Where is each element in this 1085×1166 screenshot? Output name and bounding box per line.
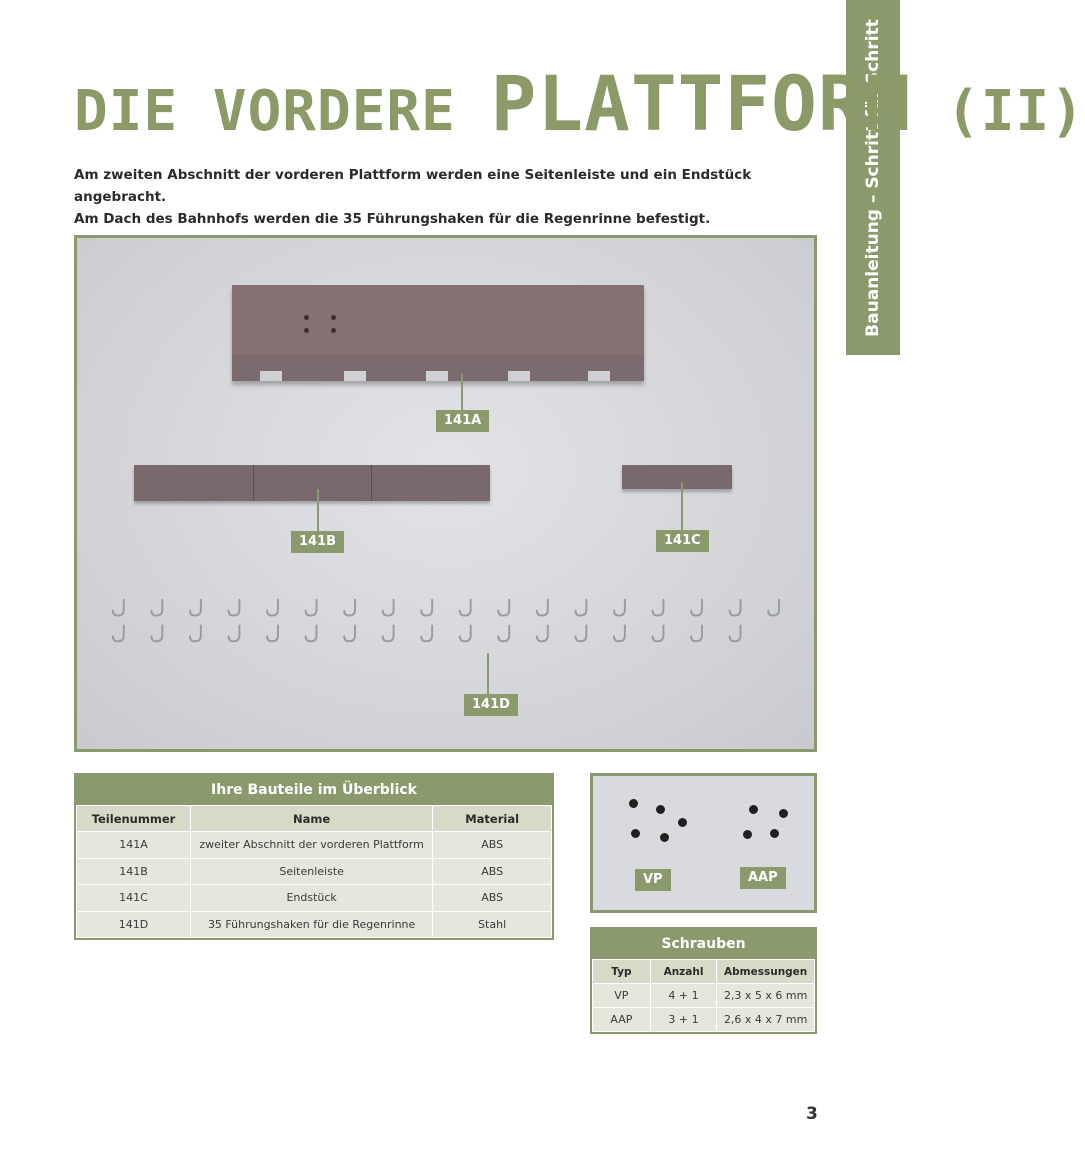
- screw-aap-image: [770, 829, 779, 838]
- part-number-cell: 141B: [77, 858, 191, 885]
- part-name-cell: zweiter Abschnitt der vorderen Plattform: [191, 832, 433, 859]
- guide-hook: [653, 600, 664, 616]
- guide-hook: [383, 600, 394, 616]
- callout-line-141a: [461, 374, 463, 410]
- part-name-cell: Endstück: [191, 885, 433, 912]
- screw-aap-image: [779, 809, 788, 818]
- guide-hook: [653, 625, 664, 641]
- callout-141d: 141D: [464, 694, 518, 716]
- title-part-3: (II): [911, 79, 1085, 144]
- page-title: [74, 59, 1085, 148]
- screw-count-cell: 3 + 1: [650, 1008, 717, 1032]
- guide-hook: [151, 600, 162, 616]
- guide-hook: [306, 625, 317, 641]
- callout-141c: 141C: [656, 530, 709, 552]
- part-material-cell: ABS: [433, 885, 552, 912]
- screws-header-dimensions: Abmessungen: [717, 960, 815, 984]
- screw-vp-image: [660, 833, 669, 842]
- intro-line-1: Am zweiten Abschnitt der vorderen Plattform werden eine Seitenleiste und ein Endstück angebracht.: [74, 167, 752, 205]
- parts-photo: [74, 235, 817, 752]
- screw-type-cell: AAP: [593, 1008, 651, 1032]
- table-row: [77, 911, 552, 938]
- screw-vp-image: [631, 829, 640, 838]
- callout-vp: VP: [635, 869, 671, 891]
- part-material-cell: ABS: [433, 858, 552, 885]
- callout-141b: 141B: [291, 531, 344, 553]
- screw-count-cell: 4 + 1: [650, 984, 717, 1008]
- side-tab: [846, 0, 900, 355]
- intro-text: [74, 164, 834, 230]
- guide-hook: [730, 625, 741, 641]
- screw-type-cell: VP: [593, 984, 651, 1008]
- screw-dimensions-cell: 2,3 x 5 x 6 mm: [717, 984, 815, 1008]
- part-number-cell: 141C: [77, 885, 191, 912]
- guide-hook: [537, 600, 548, 616]
- screws-photo: [590, 773, 817, 913]
- intro-line-2: Am Dach des Bahnhofs werden die 35 Führungshaken für die Regenrinne befestigt.: [74, 211, 711, 227]
- table-row: [77, 858, 552, 885]
- part-number-cell: 141D: [77, 911, 191, 938]
- callout-line-141b: [317, 489, 319, 531]
- parts-table-grid: [76, 805, 552, 938]
- screws-header-count: Anzahl: [650, 960, 717, 984]
- guide-hook: [267, 625, 278, 641]
- guide-hook: [306, 600, 317, 616]
- callout-line-141c: [681, 482, 683, 530]
- guide-hook: [421, 625, 432, 641]
- parts-header-number: Teilenummer: [77, 806, 191, 832]
- guide-hook: [460, 625, 471, 641]
- screws-header-type: Typ: [593, 960, 651, 984]
- screw-vp-image: [629, 799, 638, 808]
- part-material-cell: Stahl: [433, 911, 552, 938]
- part-number-cell: 141A: [77, 832, 191, 859]
- parts-table-header-row: [77, 806, 552, 832]
- guide-hook: [267, 600, 278, 616]
- guide-hook: [768, 600, 779, 616]
- guide-hook: [498, 600, 509, 616]
- guide-hook: [691, 600, 702, 616]
- guide-hook: [575, 600, 586, 616]
- guide-hook: [344, 625, 355, 641]
- page-number: 3: [806, 1104, 818, 1124]
- parts-header-material: Material: [433, 806, 552, 832]
- guide-hook: [498, 625, 509, 641]
- part-material-cell: ABS: [433, 832, 552, 859]
- guide-hook: [113, 625, 124, 641]
- callout-line-141d: [487, 653, 489, 695]
- guide-hook: [575, 625, 586, 641]
- screw-dimensions-cell: 2,6 x 4 x 7 mm: [717, 1008, 815, 1032]
- part-name-cell: 35 Führungshaken für die Regenrinne: [191, 911, 433, 938]
- screws-table-title: Schrauben: [592, 929, 815, 959]
- guide-hook: [229, 600, 240, 616]
- table-row: [77, 832, 552, 859]
- table-row: [593, 1008, 815, 1032]
- callout-141a: 141A: [436, 410, 489, 432]
- parts-header-name: Name: [191, 806, 433, 832]
- guide-hook: [344, 600, 355, 616]
- callout-aap: AAP: [740, 867, 786, 889]
- screw-aap-image: [743, 830, 752, 839]
- side-tab-text: Bauanleitung – Schritt für Schritt: [863, 19, 883, 337]
- guide-hook: [537, 625, 548, 641]
- guide-hook: [691, 625, 702, 641]
- table-row: [77, 885, 552, 912]
- guide-hook: [421, 600, 432, 616]
- guide-hook: [730, 600, 741, 616]
- guide-hook: [113, 600, 124, 616]
- screws-table-grid: [592, 959, 815, 1032]
- parts-table-title: Ihre Bauteile im Überblick: [76, 775, 552, 805]
- screw-vp-image: [656, 805, 665, 814]
- guide-hook: [614, 600, 625, 616]
- part-141d-hooks-image: [77, 238, 814, 749]
- guide-hook: [190, 600, 201, 616]
- part-name-cell: Seitenleiste: [191, 858, 433, 885]
- title-part-2: PLATTFORM: [490, 59, 912, 148]
- guide-hook: [229, 625, 240, 641]
- guide-hook: [614, 625, 625, 641]
- table-row: [593, 984, 815, 1008]
- guide-hook: [383, 625, 394, 641]
- title-part-1: DIE VORDERE: [74, 79, 491, 144]
- screws-table: [590, 927, 817, 1034]
- screws-table-header-row: [593, 960, 815, 984]
- parts-overview-table: [74, 773, 554, 940]
- guide-hook: [151, 625, 162, 641]
- screw-vp-image: [678, 818, 687, 827]
- guide-hook: [190, 625, 201, 641]
- screw-aap-image: [749, 805, 758, 814]
- guide-hook: [460, 600, 471, 616]
